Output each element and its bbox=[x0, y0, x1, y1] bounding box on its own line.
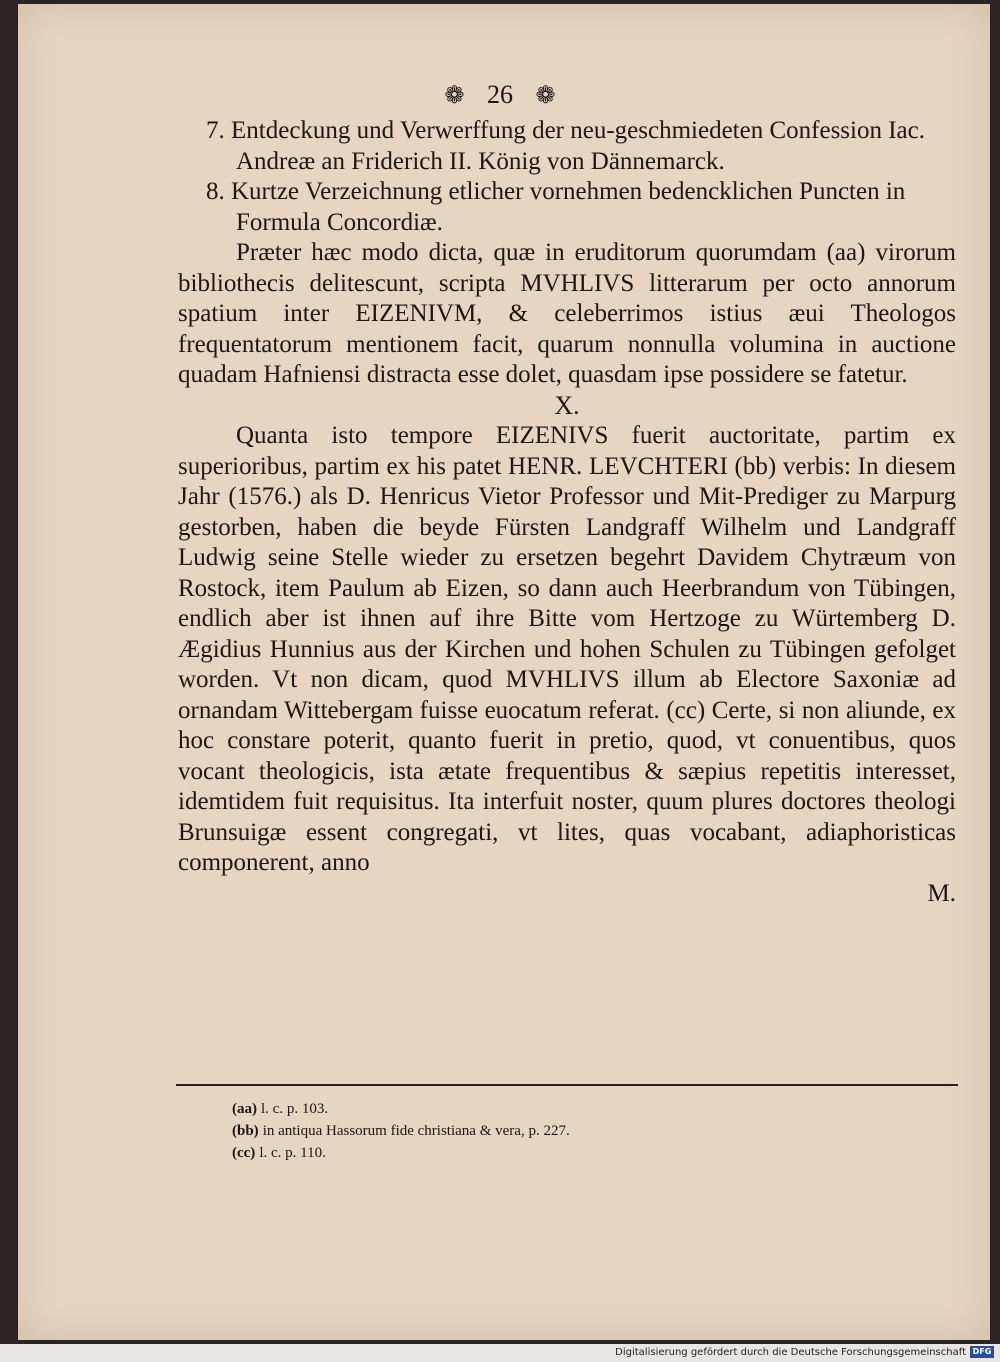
footnote-text: l. c. p. 110. bbox=[259, 1145, 326, 1161]
left-ornament-icon: ❁ bbox=[444, 83, 465, 109]
list-item-8 bbox=[178, 177, 956, 238]
footnote-mark: (bb) bbox=[232, 1123, 259, 1139]
paragraph: Præter hæc modo dicta, quæ in eruditorum quorumdam (aa) virorum bibliothecis delitescunt, scripta MVHLIVS litterarum per octo annorum spatium inter EIZENIVM, & celeberrimos istius æui Theologos frequentatorum mentionem facit, quarum nonnulla volumina in auctione quadam Hafniensi distracta esse dolet, quasdam ipse possidere se fatetur. bbox=[178, 239, 956, 388]
page-header bbox=[0, 80, 1000, 110]
paragraph: Quanta isto tempore EIZENIVS fuerit auctoritate, partim ex superioribus, partim ex his patet HENR. LEVCHTERI (bb) verbis: In diesem Jahr (1576.) als D. Henricus Vietor Professor und Mit-Prediger zu Marpurg gestorben, haben die beyde Fürsten Landgraff Wilhelm und Landgraff Ludwig seine Stelle wieder zu ersetzen begehrt Davidem Chytræum von Rostock, item Paulum ab Eizen, so dann auch Heerbrandum von Tübingen, endlich aber ist ihnen auf ihre Bitte vom Hertzoge zu Würtemberg D. Ægidius Hunnius aus der Kirchen und hohen Schulen zu Tübingen gefolget worden. Vt non dicam, quod MVHLIVS illum ab Electore Saxoniæ ad ornandam Wittebergam fuisse euocatum referat. (cc) Certe, si non aliunde, ex hoc constare poterit, quanto fuerit in pretio, quod, vt conuentibus, quos vocant theologicis, ista ætate frequentibus & sæpius repetitis interesset, idemtidem fuit requisitus. Ita interfuit noster, quum plures doctores theologi Brunsuigæ essent congregati, vt lites, quas vocabant, adiaphoristicas componerent, anno bbox=[178, 422, 956, 876]
footnote-mark: (aa) bbox=[232, 1101, 257, 1117]
item-number: 8. bbox=[206, 178, 225, 205]
footnote-text: in antiqua Hassorum fide christiana & vera, p. 227. bbox=[262, 1123, 570, 1139]
footnote bbox=[232, 1098, 570, 1120]
footnotes bbox=[232, 1098, 570, 1164]
catchword: M. bbox=[927, 879, 956, 907]
item-number: 7. bbox=[206, 117, 225, 144]
footnote-mark: (cc) bbox=[232, 1145, 256, 1161]
footnote bbox=[232, 1142, 570, 1164]
dfg-logo-icon: DFG bbox=[970, 1346, 994, 1358]
footnote-divider bbox=[176, 1084, 958, 1086]
item-text: Kurtze Verzeichnung etlicher vornehmen bedencklichen Puncten in Formula Concordiæ. bbox=[231, 178, 906, 236]
funding-credit: Digitalisierung gefördert durch die Deutsche Forschungsgemeinschaft bbox=[615, 1347, 966, 1358]
footnote bbox=[232, 1120, 570, 1142]
footnote-text: l. c. p. 103. bbox=[261, 1101, 329, 1117]
main-text bbox=[178, 116, 956, 909]
section-heading: X. bbox=[554, 390, 580, 420]
item-text: Entdeckung und Verwerffung der neu-geschmiedeten Confession Iac. Andreæ an Friderich II. König von Dännemarck. bbox=[231, 117, 925, 175]
list-item-7 bbox=[178, 116, 956, 177]
page-number: 26 bbox=[487, 80, 513, 109]
right-ornament-icon: ❁ bbox=[535, 83, 556, 109]
